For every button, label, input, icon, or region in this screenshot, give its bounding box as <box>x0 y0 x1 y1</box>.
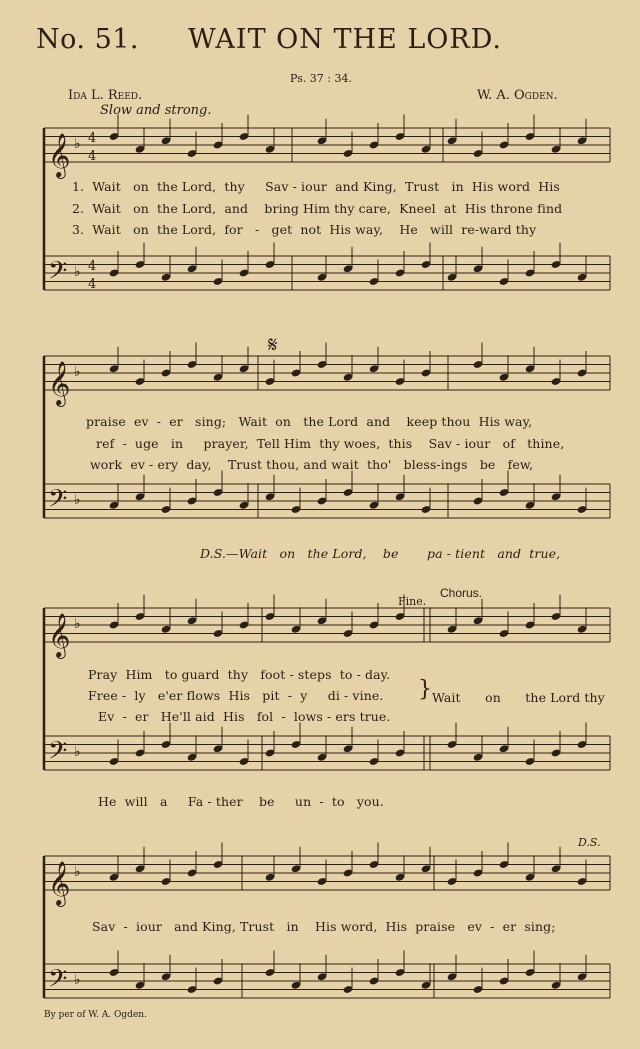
verse-3-line-2: work ev - ery day, Trust thou, and wait tho' bless-ings be few, <box>90 457 534 472</box>
segno-sign: 𝄋 <box>268 333 278 358</box>
key-signature-flat: ♭ <box>74 364 81 380</box>
time-signature-bottom: 4 <box>88 149 97 164</box>
verse-1-line-3: Pray Him to guard thy foot - steps to - day. <box>88 667 391 682</box>
treble-clef: 𝄞 <box>48 861 71 905</box>
bass-lyric-line: He will a Fa - ther be un - to you. <box>98 794 384 809</box>
verse-2-line-3: Free - ly e'er flows His pit - y di - vine. <box>88 688 384 703</box>
chorus-marking: Chorus. <box>440 586 483 600</box>
tempo-marking: Slow and strong. <box>100 103 212 118</box>
treble-clef: 𝄞 <box>48 613 71 657</box>
composer: W. A. Ogden. <box>477 88 558 103</box>
key-signature-flat: ♭ <box>74 864 81 880</box>
time-signature-top: 4 <box>88 131 97 146</box>
key-signature-flat: ♭ <box>74 744 81 760</box>
verse-brace: } <box>418 677 433 702</box>
verse-1-line-1: 1. Wait on the Lord, thy Sav - iour and King, Trust in His word His <box>72 179 560 194</box>
bass-clef: 𝄢 <box>48 736 68 772</box>
verse-2-line-1: 2. Wait on the Lord, and bring Him thy care, Kneel at His throne find <box>72 201 563 216</box>
verse-3-line-3: Ev - er He'll aid His fol - lows - ers true. <box>98 709 391 724</box>
ds-marking: D.S. <box>578 836 601 849</box>
hymn-title: WAIT ON THE LORD. <box>188 24 503 55</box>
bass-clef: 𝄢 <box>48 964 68 1000</box>
key-signature-flat: ♭ <box>74 492 81 508</box>
hymn-number: No. 51. <box>36 24 140 55</box>
key-signature-flat: ♭ <box>74 264 81 280</box>
ds-lyric-line: D.S.—Wait on the Lord, be pa - tient and true, <box>200 546 561 561</box>
bass-clef: 𝄢 <box>48 484 68 520</box>
fine-marking: Fine. <box>398 595 427 608</box>
chorus-lyric-line: Wait on the Lord thy <box>432 690 605 705</box>
lyricist: Ida L. Reed. <box>68 88 143 103</box>
copyright-note: By per of W. A. Ogden. <box>44 1010 147 1020</box>
verse-2-line-2: ref - uge in prayer, Tell Him thy woes, this Sav - iour of thine, <box>96 436 565 451</box>
treble-clef: 𝄞 <box>48 133 71 177</box>
scripture-reference: Ps. 37 : 34. <box>290 72 352 85</box>
key-signature-flat: ♭ <box>74 616 81 632</box>
chorus-lyric-final: Sav - iour and King, Trust in His word, His praise ev - er sing; <box>92 919 556 934</box>
bass-clef: 𝄢 <box>48 256 68 292</box>
key-signature-flat: ♭ <box>74 136 81 152</box>
key-signature-flat: ♭ <box>74 972 81 988</box>
verse-1-line-2: praise ev - er sing; Wait on the Lord and keep thou His way, <box>86 414 533 429</box>
time-signature-top: 4 <box>88 259 97 274</box>
verse-3-line-1: 3. Wait on the Lord, for - get not His way, He will re-ward thy <box>72 222 537 237</box>
time-signature-bottom: 4 <box>88 277 97 292</box>
treble-clef: 𝄞 <box>48 361 71 405</box>
